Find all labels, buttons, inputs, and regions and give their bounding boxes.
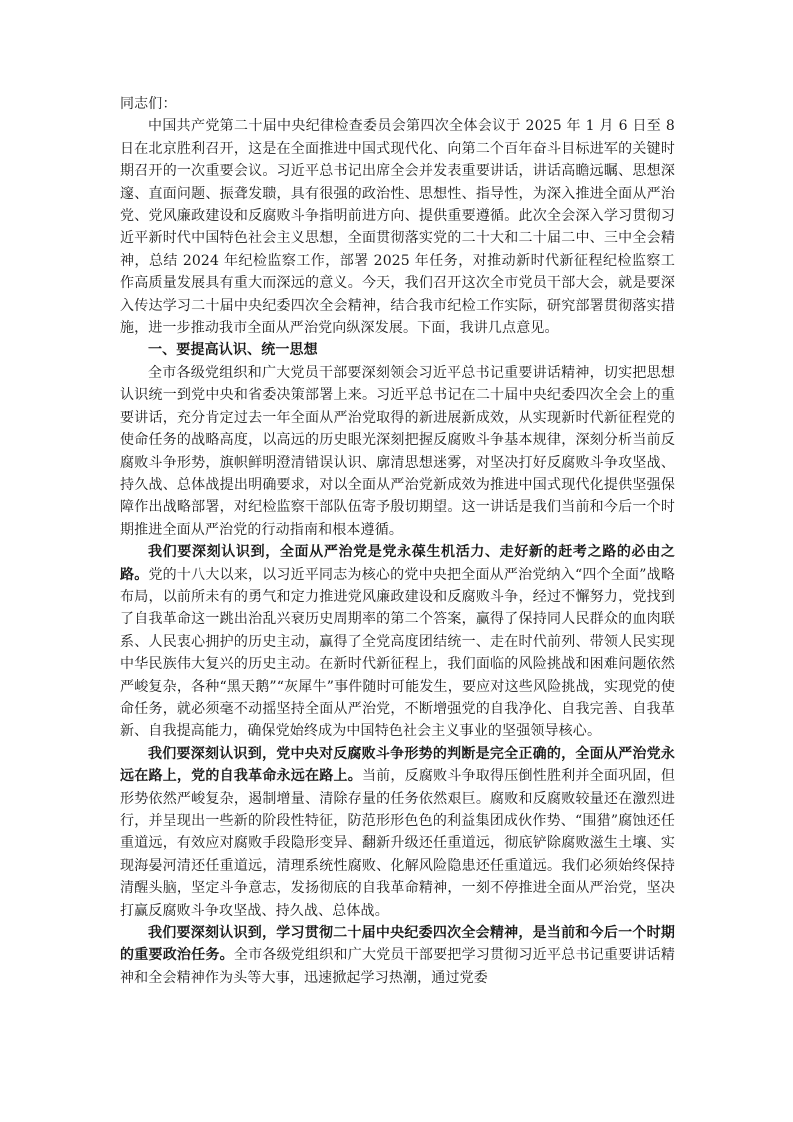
point-body-3: 全市各级党组织和广大党员干部要把学习贯彻习近平总书记重要讲话精神和全会精神作为头等大事，迅速掀起学习热潮，通过党委 bbox=[120, 947, 676, 986]
point-body-1: 党的十八大以来，以习近平同志为核心的党中央把全面从严治党纳入“四个全面”战略布局，以前所未有的勇气和定力推进党风廉政建设和反腐败斗争，经过不懈努力，党找到了自我革命这一跳出治乱兴衰历史周期率的第二个答案，赢得了保持同人民群众的血肉联系、人民衷心拥护的历史主动，赢得了全党高度团结统一、走在时代前列、带领人民实现中华民族伟大复兴的历史主动。在新时代新征程上，我们面临的风险挑战和困难问题依然严峻复杂，各种“黑天鹅”“灰犀牛”事件随时可能发生，要应对这些风险挑战，实现党的使命任务，就必须毫不动摇坚持全面从严治党，不断增强党的自我净化、自我完善、自我革新、自我提高能力，确保党始终成为中国特色社会主义事业的坚强领导核心。 bbox=[120, 566, 675, 740]
point-lead-2: 我们要深刻认识到，党中央对反腐败斗争形势的判断是完全正确的，全面从严治党永远在路上，党的自我革命永远在路上。 bbox=[120, 745, 675, 785]
section-paragraph: 全市各级党组织和广大党员干部要深刻领会习近平总书记重要讲话精神，切实把思想认识统一到党中央和省委决策部署上来。习近平总书记在二十届中央纪委四次全会上的重要讲话，充分肯定过去一年全面从严治党取得的新进展新成效，从实现新时代新征程党的使命任务的战略高度，以高远的历史眼光深刻把握反腐败斗争基本规律，深刻分析当前反腐败斗争形势，旗帜鲜明澄清错误认识、廓清思想迷雾，对坚决打好反腐败斗争攻坚战、持久战、总体战提出明确要求，对以全面从严治党新成效为推进中国式现代化提供坚强保障作出战略部署，对纪检监察干部队伍寄予殷切期望。这一讲话是我们当前和今后一个时期推进全面从严治党的行动指南和根本遵循。 bbox=[120, 364, 675, 538]
point-lead-3: 我们要深刻认识到，学习贯彻二十届中央纪委四次全会精神，是当前和今后一个时期的重要政治任务。 bbox=[120, 925, 675, 964]
section-heading: 一、要提高认识、统一思想 bbox=[148, 342, 318, 359]
point-paragraph-3 bbox=[120, 922, 675, 989]
document-body bbox=[120, 93, 675, 989]
point-paragraph-1 bbox=[120, 541, 675, 743]
point-paragraph-2 bbox=[120, 743, 675, 922]
salutation: 同志们： bbox=[120, 96, 177, 112]
point-lead-1: 我们要深刻认识到，全面从严治党是党永葆生机活力、走好新的赶考之路的必由之路。 bbox=[120, 544, 675, 583]
intro-paragraph: 中国共产党第二十届中央纪律检查委员会第四次全体会议于 2025 年 1 月 6 日至 8 日在北京胜利召开，这是在全面推进中国式现代化、向第二个百年奋斗目标进军的关键时期召开的一次重要会议。习近平总书记出席全会并发表重要讲话，讲话高瞻远瞩、思想深邃、直面问题、振聋发聩，具有很强的政治性、思想性、指导性，为深入推进全面从严治党、党风廉政建设和反腐败斗争指明前进方向、提供重要遵循。此次全会深入学习贯彻习近平新时代中国特色社会主义思想，全面贯彻落实党的二十大和二十届二中、三中全会精神，总结 2024 年纪检监察工作，部署 2025 年任务，对推动新时代新征程纪检监察工作高质量发展具有重大而深远的意义。今天，我们召开这次全市党员干部大会，就是要深入传达学习二十届中央纪委四次全会精神，结合我市纪检工作实际，研究部署贯彻落实措施，进一步推动我市全面从严治党向纵深发展。下面，我讲几点意见。 bbox=[120, 118, 675, 337]
point-body-2: 当前，反腐败斗争取得压倒性胜利并全面巩固，但形势依然严峻复杂，遏制增量、清除存量的任务依然艰巨。腐败和反腐败较量还在激烈进行，并呈现出一些新的阶段性特征，防范形形色色的利益集团成伙作势、“围猎”腐蚀还任重道远，有效应对腐败手段隐形变异、翻新升级还任重道远，彻底铲除腐败滋生土壤、实现海晏河清还任重道远，清理系统性腐败、化解风险隐患还任重道远。我们必须始终保持清醒头脑，坚定斗争意志，发扬彻底的自我革命精神，一刻不停推进全面从严治党，坚决打赢反腐败斗争攻坚战、持久战、总体战。 bbox=[120, 768, 675, 919]
